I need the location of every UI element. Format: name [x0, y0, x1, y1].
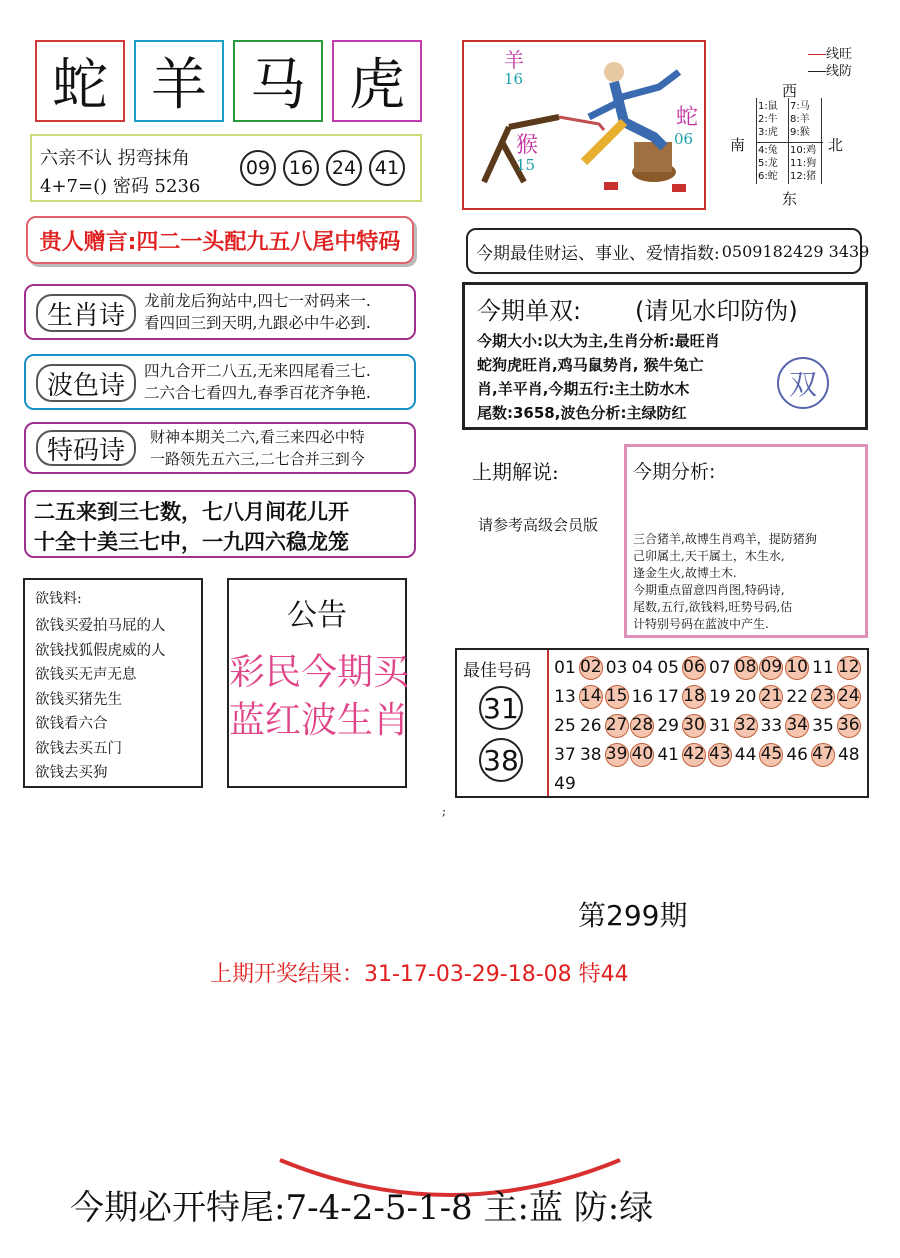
analysis-box	[624, 444, 868, 638]
number-cell: 47	[811, 743, 835, 767]
period-label: 第299期	[578, 899, 688, 932]
number-cell: 49	[554, 774, 576, 794]
illustration-box	[462, 40, 706, 210]
oddeven-title: 今期单双:	[477, 297, 582, 325]
compass-cell: 10:鸡	[790, 145, 817, 156]
number-cell: 11	[812, 658, 834, 678]
last-note: 请参考高级会员版	[478, 516, 599, 534]
oddeven-line: 尾数:3658,波色分析:主绿防红	[477, 404, 687, 422]
legend	[808, 46, 852, 80]
poem-line: 四九合开二八五,无来四尾看三七.	[144, 362, 371, 380]
illus-she: 蛇	[676, 105, 699, 130]
number-cell: 03	[605, 658, 628, 678]
riddle-line2: 4+7=() 密码 5236	[40, 176, 201, 197]
number-cell: 02	[579, 656, 603, 680]
fortune-value: 0509182429 3439	[721, 241, 870, 261]
compass-cell: 6:蛇	[758, 171, 778, 182]
riddle-number: 16	[283, 150, 319, 186]
legend-fang: 线防	[826, 64, 853, 79]
best-pick: 31	[479, 686, 523, 730]
number-cell: 48	[837, 745, 860, 765]
money-item: 欲钱去买五门	[35, 740, 122, 757]
zodiac-box-yang: 羊	[134, 40, 224, 122]
illus-yang: 羊	[504, 48, 524, 72]
oddeven-line: 今期大小:以大为主,生肖分析:最旺肖	[477, 332, 720, 350]
compass-cell: 1:鼠	[758, 101, 778, 112]
compass-north: 北	[828, 136, 844, 154]
gift-banner-text: 贵人赠言:四二一头配九五八尾中特码	[39, 229, 401, 255]
verse-line2: 十全十美三七中，一九四六稳龙笼	[34, 530, 349, 554]
number-cell: 33	[760, 716, 783, 736]
number-cell: 45	[759, 743, 783, 767]
oddeven-line: 蛇狗虎旺肖,鸡马鼠势肖, 猴牛兔亡	[477, 356, 704, 374]
analysis-title: 今期分析:	[633, 461, 716, 483]
gift-banner	[26, 216, 414, 264]
compass-cell: 12:猪	[790, 171, 817, 182]
number-cell: 20	[734, 687, 757, 707]
notice-title: 公告	[287, 598, 347, 633]
compass-cell: 3:虎	[758, 127, 778, 138]
number-cell: 38	[579, 745, 602, 765]
footer-text: 今期必开特尾:7-4-2-5-1-8 主:蓝 防:绿	[70, 1188, 654, 1228]
number-cell: 32	[734, 714, 758, 738]
analysis-line: 尾数,五行,欲钱料,旺势号码,估	[633, 600, 793, 614]
compass-cell: 7:马	[790, 101, 810, 112]
analysis-line: 计特别号码在蓝波中产生.	[633, 617, 769, 631]
number-cell: 15	[605, 685, 629, 709]
number-cell: 06	[682, 656, 706, 680]
compass-cell: 9:猴	[790, 127, 810, 138]
poem-label: 特码诗	[36, 430, 136, 466]
illus-hou: 猴	[516, 133, 539, 158]
analysis-lines	[633, 531, 817, 633]
number-grid	[553, 656, 865, 796]
money-box	[23, 578, 203, 788]
money-item: 欲钱去买狗	[35, 765, 108, 781]
zodiac-box-ma: 马	[233, 40, 323, 122]
legend-wang: 线旺	[826, 47, 853, 62]
compass	[730, 80, 870, 210]
number-cell: 29	[657, 716, 679, 736]
poem-line: 一路领先五六三,二七合并三到今	[150, 450, 365, 468]
number-cell: 10	[785, 656, 809, 680]
number-cell: 16	[631, 687, 654, 707]
best-pick: 38	[479, 738, 523, 782]
kicker-illustration	[464, 42, 704, 208]
analysis-line: 今期重点留意四肖图,特码诗,	[633, 583, 785, 597]
number-cell: 30	[682, 714, 706, 738]
number-cell: 21	[759, 685, 783, 709]
analysis-line: 逢金生火,故博土木.	[633, 566, 737, 580]
oddeven-box	[462, 282, 868, 430]
number-cell: 40	[630, 743, 654, 767]
notice-line2: 蓝红波生肖	[229, 700, 410, 741]
number-cell: 22	[786, 687, 808, 707]
number-cell: 42	[682, 743, 706, 767]
poem-line: 财神本期关二六,看三来四必中特	[150, 428, 365, 446]
fortune-label: 今期最佳财运、事业、爱情指数:	[476, 243, 720, 264]
money-list	[35, 614, 166, 786]
number-cell: 13	[554, 687, 576, 707]
number-cell: 18	[682, 685, 706, 709]
number-cell: 23	[811, 685, 835, 709]
illus-yang-num: 16	[504, 70, 524, 88]
analysis-line: 三合猪羊,故博生肖鸡羊，提防猪狗	[633, 532, 817, 546]
compass-south: 南	[730, 136, 746, 154]
oddeven-line: 肖,羊平肖,今期五行:主土防水木	[477, 380, 690, 398]
illus-hou-num: 15	[516, 156, 536, 174]
number-cell: 39	[605, 743, 629, 767]
number-cell: 44	[734, 745, 757, 765]
number-cell: 37	[554, 745, 576, 765]
number-cell: 09	[759, 656, 783, 680]
oddeven-stamp: 双	[777, 357, 829, 409]
money-item: 欲钱买无声无息	[35, 667, 137, 683]
number-cell: 24	[837, 685, 861, 709]
number-cell: 04	[631, 658, 654, 678]
poem-box-color	[24, 354, 416, 410]
compass-cell: 2:牛	[758, 114, 778, 125]
zodiac-box-hu: 虎	[332, 40, 422, 122]
number-cell: 34	[785, 714, 809, 738]
number-cell: 08	[734, 656, 758, 680]
verse-line1: 二五来到三七数，七八月间花儿开	[34, 500, 349, 524]
number-cell: 28	[630, 714, 654, 738]
number-cell: 12	[837, 656, 861, 680]
compass-cell: 5:龙	[758, 158, 778, 169]
money-title: 欲钱料:	[35, 591, 82, 607]
best-box	[455, 648, 869, 798]
verse-box	[24, 490, 416, 558]
number-cell: 17	[657, 687, 679, 707]
poem-line: 龙前龙后狗站中,四七一对码来一.	[144, 292, 371, 310]
poem-line: 看四回三到天明,九跟必中牛必到.	[144, 314, 371, 332]
compass-cell: 11:狗	[790, 158, 817, 169]
riddle-number: 41	[369, 150, 405, 186]
best-title: 最佳号码	[463, 661, 531, 681]
compass-cell: 8:羊	[790, 114, 810, 125]
page: 蛇 羊 马 虎 六亲不认 拐弯抹角 4+7=() 密码 5236 09 16 24 41 贵人赠言:四二一头配九五八尾中特码 生肖诗 龙前龙后狗站中,四七一对码来一. 看四回三到天明,九跟必中牛必到. 波色诗 四九合开二八五,无来四尾看三七. 二六合七看四九,春季百花齐争艳. 特码诗 财神本期关二六,看三来四必中特 一路领先五六三,二七合并三到今 二五来到三七数，七八月间花儿开 十全十美三七中，一九四六稳龙笼 欲钱料: 欲钱买爱拍马屁的人 欲钱找狐假虎威的人 欲钱买无声无息 欲钱买猪先生 欲钱看六合 欲钱去买五门 欲钱去买狗 公告 彩民今期买 蓝红波生肖 羊 16 猴 15 蛇 06 线旺 线防 西 南 北 东 1:鼠 2:牛 3:虎 7:马 8:羊 9:猴 4:兔 5:龙 6:蛇 10:鸡 11:狗 12:猪 今期最佳财运、事业、爱情指数: 0509182429 3439 今期单双: (请见水印防伪) 今期大小:以大为主,生肖分析:最旺肖 蛇狗虎旺肖,鸡马鼠势肖, 猴牛兔亡 肖,羊平肖,今期五行:主土防水木 尾数:3658,波色分析:主绿防红 双 上期解说: 请参考高级会员版 今期分析: 三合猪羊,故博生肖鸡羊，提防猪狗 己卯属土,天干属土，木生水, 逢金生火,故博土木. 今期重点留意四肖图,特码诗, 尾数,五行,欲钱料,旺势号码,估 计特别号码在蓝波中产生. 最佳号码 31 38 01 02 03 04 05 06 07 08 09 10 11 12 13 14 15 16 17 18 19 20 21 22 23 24 25 26 27 28 29 30 31 32 33 34 35 36 37 38 39 40 41 42 43 44 45 46 47 48 49 ; 第299期 上期开奖结果：31-17-03-29-18-08 特44 今期必开特尾:7-4-2-5-1-8 主:蓝 防:绿	[0, 0, 900, 1258]
analysis-line: 己卯属土,天干属土，木生水,	[633, 549, 785, 563]
illus-she-num: 06	[674, 130, 694, 148]
number-cell: 43	[708, 743, 732, 767]
poem-box-zodiac	[24, 284, 416, 340]
money-item: 欲钱买爱拍马屁的人	[35, 618, 166, 634]
number-cell: 27	[605, 714, 629, 738]
last-result: 上期开奖结果：31-17-03-29-18-08 特44	[210, 962, 629, 987]
riddle-number: 09	[240, 150, 276, 186]
poem-line: 二六合七看四九,春季百花齐争艳.	[144, 384, 371, 402]
notice-line1: 彩民今期买	[229, 652, 410, 693]
poem-label: 波色诗	[36, 364, 136, 402]
number-cell: 36	[837, 714, 861, 738]
oddeven-lines	[477, 329, 720, 425]
number-cell: 31	[708, 716, 731, 736]
riddle-number: 24	[326, 150, 362, 186]
fortune-box	[466, 228, 870, 274]
number-cell: 07	[708, 658, 731, 678]
money-item: 欲钱买猪先生	[35, 691, 122, 708]
number-cell: 25	[554, 716, 576, 736]
riddle-line1: 六亲不认 拐弯抹角	[40, 148, 190, 169]
number-cell: 01	[554, 658, 576, 678]
number-cell: 46	[786, 745, 808, 765]
money-item: 欲钱看六合	[35, 716, 108, 732]
number-cell: 05	[657, 658, 679, 678]
riddle-box	[30, 134, 422, 202]
number-cell: 35	[812, 716, 834, 736]
oddeven-note: (请见水印防伪)	[635, 297, 798, 325]
number-cell: 19	[708, 687, 731, 707]
number-cell: 14	[579, 685, 603, 709]
number-cell: 26	[579, 716, 602, 736]
poem-box-special	[24, 422, 416, 474]
number-cell: 41	[657, 745, 679, 765]
money-item: 欲钱找狐假虎威的人	[35, 642, 166, 659]
compass-cell: 4:兔	[758, 145, 778, 156]
zodiac-box-she: 蛇	[35, 40, 125, 122]
poem-label: 生肖诗	[36, 294, 136, 332]
compass-east: 东	[782, 190, 798, 208]
compass-west: 西	[782, 82, 798, 100]
notice-box	[227, 578, 410, 788]
last-title: 上期解说:	[472, 460, 559, 484]
